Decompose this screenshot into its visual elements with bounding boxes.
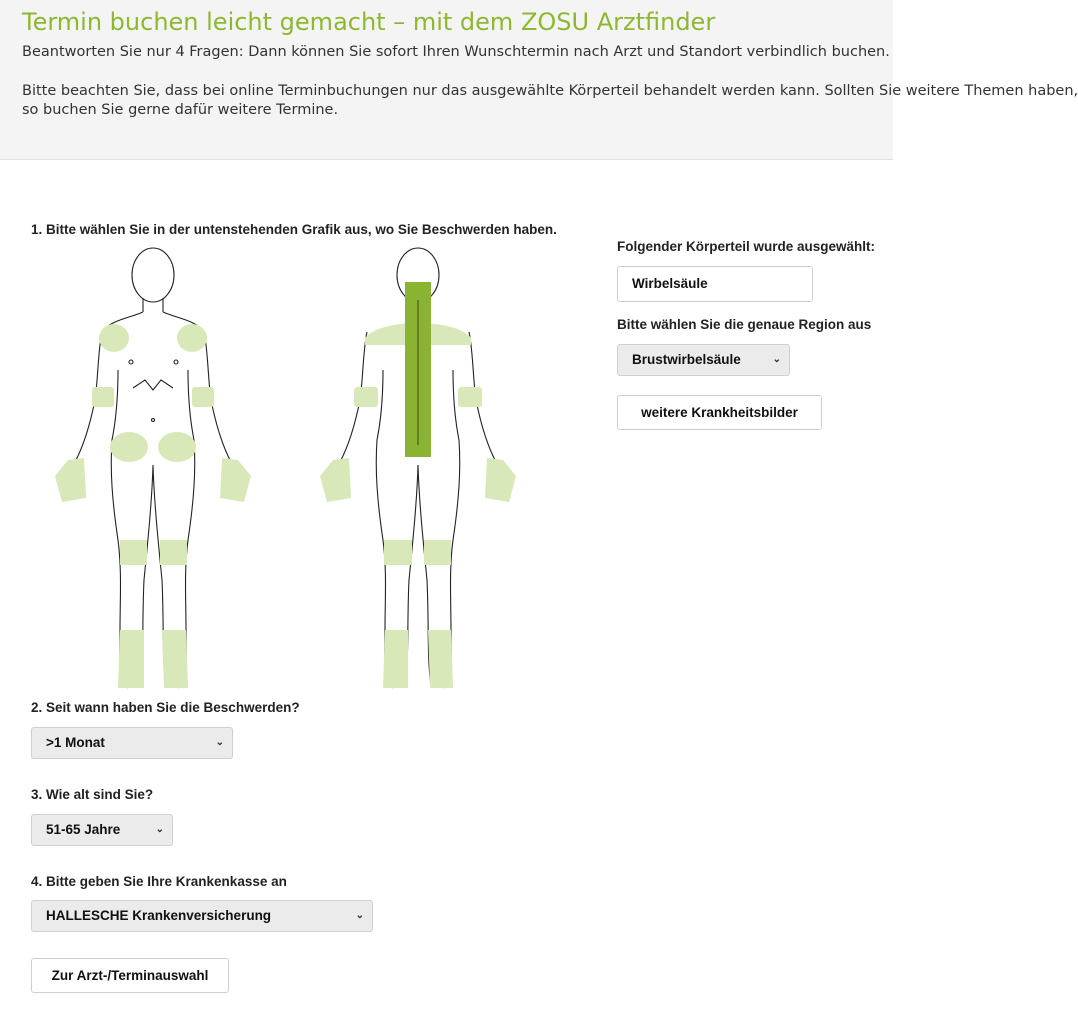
chevron-down-icon: ⌄ [215,737,224,748]
page-title: Termin buchen leicht gemacht – mit dem ZOSU Arztfinder [22,8,716,36]
region-label: Bitte wählen Sie die genaue Region aus [617,317,872,332]
question-1-label: 1. Bitte wählen Sie in der untenstehenden Grafik aus, wo Sie Beschwerden haben. [31,222,557,237]
insurance-select-value: HALLESCHE Krankenversicherung [46,908,272,923]
notice-text-continued: so buchen Sie gerne dafür weitere Termine. [22,102,339,118]
region-select-value: Brustwirbelsäule [632,352,741,367]
region-select[interactable] [617,344,790,376]
selected-bodypart-label: Folgender Körperteil wurde ausgewählt: [617,239,876,254]
intro-text: Beantworten Sie nur 4 Fragen: Dann können Sie sofort Ihren Wunschtermin nach Arzt und Standort verbindlich buchen. [22,44,890,60]
duration-select[interactable] [31,727,233,759]
body-map[interactable] [40,240,540,695]
age-select-value: 51-65 Jahre [46,822,121,837]
selected-bodypart-field: Wirbelsäule [617,266,813,302]
duration-select-value: >1 Monat [46,735,105,750]
front-body-figure [75,248,231,688]
question-3-label: 3. Wie alt sind Sie? [31,787,154,802]
question-2-label: 2. Seit wann haben Sie die Beschwerden? [31,700,300,715]
chevron-down-icon: ⌄ [155,824,164,835]
age-select[interactable] [31,814,173,846]
page-header [0,0,1078,160]
notice-text: Bitte beachten Sie, dass bei online Terminbuchungen nur das ausgewählte Körperteil behandelt werden kann. Sollten Sie weitere Themen haben, [22,83,1078,99]
front-body-zones[interactable] [55,324,251,688]
submit-button[interactable]: Zur Arzt-/Terminauswahl [31,958,229,993]
chevron-down-icon: ⌄ [772,354,781,365]
question-4-label: 4. Bitte geben Sie Ihre Krankenkasse an [31,874,287,889]
more-conditions-button[interactable]: weitere Krankheitsbilder [617,395,822,430]
insurance-select[interactable] [31,900,373,932]
chevron-down-icon: ⌄ [355,910,364,921]
